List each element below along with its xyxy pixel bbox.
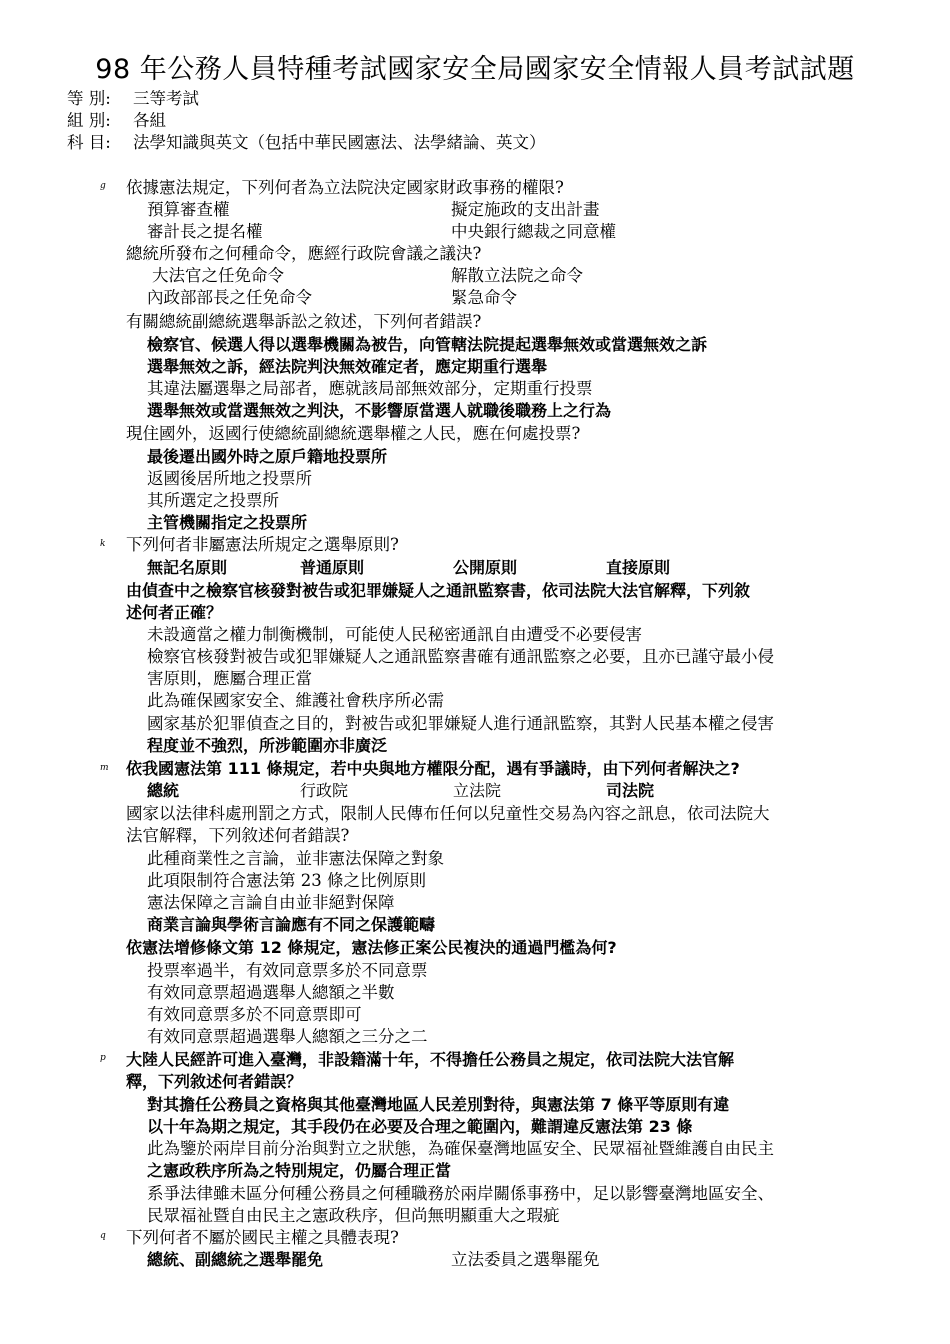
option-d: 直接原則 [606,558,671,577]
option-c: 此為確保國家安全、維護社會秩序所必需 [147,691,444,710]
margin-mark: k [100,539,106,549]
question-8-cont: 法官解釋，下列敘述何者錯誤? [126,826,350,845]
option-c: 立法院 [453,781,502,800]
question-10-cont: 釋，下列敘述何者錯誤？ [126,1072,303,1091]
option-a: 對其擔任公務員之資格與其他臺灣地區人民差別對待，與憲法第 7 條平等原則有違 [147,1095,730,1114]
margin-mark: m [100,763,109,773]
option-b: 選舉無效之訴，經法院判決無效確定者，應定期重行選舉 [147,357,548,376]
option-d-cont: 民眾福祉暨自由民主之憲政秩序，但尚無明顯重大之瑕疵 [147,1206,560,1225]
option-a: 大法官之任免命令 [152,266,284,285]
option-b: 以十年為期之規定，其手段仍在必要及合理之範圍內，難謂違反憲法第 23 條 [147,1117,693,1136]
option-a: 無記名原則 [147,558,228,577]
meta-value: 法學知識與英文（包括中華民國憲法、法學緒論、英文） [133,133,546,152]
option-b: 行政院 [300,781,349,800]
question-10: 大陸人民經許可進入臺灣，非設籍滿十年，不得擔任公務員之規定，依司法院大法官解 [126,1050,735,1069]
option-d: 系爭法律雖未區分何種公務員之何種職務於兩岸關係事務中，足以影響臺灣地區安全、 [147,1184,774,1203]
meta-group [67,110,166,132]
margin-mark: p [100,1053,106,1063]
question-5: 下列何者非屬憲法所規定之選舉原則? [126,535,399,554]
option-b: 擬定施政的支出計畫 [451,200,600,219]
question-3: 有關總統副總統選舉訴訟之敘述，下列何者錯誤? [126,312,482,331]
option-a: 最後遷出國外時之原戶籍地投票所 [147,447,388,466]
option-a: 檢察官、候選人得以選舉機關為被告，向管轄法院提起選舉無效或當選無效之訴 [147,335,708,354]
question-8: 國家以法律科處刑罰之方式，限制人民傳布任何以兒童性交易為內容之訊息，依司法院大 [126,804,770,823]
option-a: 此種商業性之言論，並非憲法保障之對象 [147,849,444,868]
option-d: 司法院 [606,781,655,800]
margin-mark: g [100,181,106,191]
option-c: 內政部部長之任免命令 [147,288,312,307]
question-7: 依我國憲法第 111 條規定，若中央與地方權限分配，遇有爭議時，由下列何者解決之? [126,759,740,778]
option-c: 此為鑒於兩岸目前分治與對立之狀態，為確保臺灣地區安全、民眾福祉暨維護自由民主 [147,1139,774,1158]
exam-title: 98 年公務人員特種考試國家安全局國家安全情報人員考試試題 [95,54,855,85]
option-a: 預算審查權 [147,200,230,219]
option-c: 有效同意票多於不同意票即可 [147,1005,362,1024]
option-d: 有效同意票超過選舉人總額之三分之二 [147,1027,428,1046]
option-b: 有效同意票超過選舉人總額之半數 [147,983,395,1002]
margin-mark: q [100,1231,106,1241]
option-b: 返國後居所地之投票所 [147,469,312,488]
option-c: 憲法保障之言論自由並非絕對保障 [147,893,395,912]
option-b: 普通原則 [300,558,365,577]
meta-label: 組 別: [67,111,111,130]
question-11: 下列何者不屬於國民主權之具體表現? [126,1228,399,1247]
meta-label: 科 目: [67,133,111,152]
option-c: 其違法屬選舉之局部者，應就該局部無效部分，定期重行投票 [147,379,593,398]
question-9: 依憲法增修條文第 12 條規定，憲法修正案公民複決的通過門檻為何? [126,938,617,957]
option-d: 緊急命令 [451,288,517,307]
option-b: 立法委員之選舉罷免 [451,1250,600,1269]
option-b: 解散立法院之命令 [451,266,583,285]
meta-value: 各組 [133,111,166,130]
option-d: 商業言論與學術言論應有不同之保護範疇 [147,915,436,934]
option-a: 總統、副總統之選舉罷免 [147,1250,324,1269]
option-a: 未設適當之權力制衡機制，可能使人民秘密通訊自由遭受不必要侵害 [147,625,642,644]
option-c-cont: 之憲政秩序所為之特別規定，仍屬合理正當 [147,1161,452,1180]
option-d: 主管機關指定之投票所 [147,513,308,532]
option-b: 檢察官核發對被告或犯罪嫌疑人之通訊監察書確有通訊監察之必要，且亦已謹守最小侵 [147,647,774,666]
question-6-cont: 述何者正確？ [126,603,223,622]
option-d: 中央銀行總裁之同意權 [451,222,616,241]
option-d: 國家基於犯罪偵查之目的，對被告或犯罪嫌疑人進行通訊監察，其對人民基本權之侵害 [147,714,774,733]
question-4: 現住國外，返國行使總統副總統選舉權之人民，應在何處投票? [126,424,581,443]
question-6: 由偵查中之檢察官核發對被告或犯罪嫌疑人之通訊監察書，依司法院大法官解釋，下列敘 [126,581,751,600]
meta-value: 三等考試 [133,89,199,108]
meta-label: 等 別: [67,89,111,108]
option-b: 此項限制符合憲法第 23 條之比例原則 [147,871,426,890]
option-b-cont: 害原則，應屬合理正當 [147,669,312,688]
question-1: 依據憲法規定，下列何者為立法院決定國家財政事務的權限? [126,178,564,197]
option-a: 投票率過半，有效同意票多於不同意票 [147,961,428,980]
option-c: 審計長之提名權 [147,222,263,241]
question-2: 總統所發布之何種命令，應經行政院會議之議決? [126,244,482,263]
option-c: 其所選定之投票所 [147,491,279,510]
option-d-cont: 程度並不強烈，所涉範圍亦非廣泛 [147,736,388,755]
option-c: 公開原則 [453,558,518,577]
option-d: 選舉無效或當選無效之判決，不影響原當選人就職後職務上之行為 [147,401,612,420]
meta-subject [67,132,546,154]
meta-level [67,88,199,110]
option-a: 總統 [147,781,180,800]
